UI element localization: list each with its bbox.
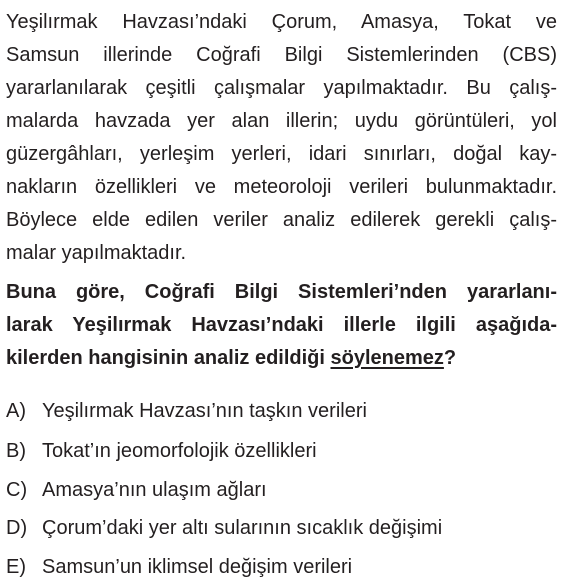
option-e[interactable]	[6, 555, 352, 579]
passage-line: nakların özellikleri ve meteoroloji verileri bulunmaktadır.	[6, 176, 557, 198]
passage-line: yararlanılarak çeşitli çalışmalar yapılmaktadır. Bu çalış-	[6, 77, 557, 99]
option-text: Amasya’nın ulaşım ağları	[42, 479, 267, 501]
negation-emphasis: söylenemez	[330, 347, 444, 369]
option-letter: C)	[6, 479, 28, 501]
option-c[interactable]	[6, 478, 267, 502]
option-letter: B)	[6, 440, 26, 462]
question-line: larak Yeşilırmak Havzası’ndaki illerle ilgili aşağıda-	[6, 314, 557, 336]
question-mark: ?	[443, 347, 457, 369]
passage-line: Yeşilırmak Havzası’ndaki Çorum, Amasya, Tokat ve	[6, 11, 557, 33]
option-b[interactable]	[6, 439, 317, 463]
option-letter: E)	[6, 556, 26, 578]
passage-line: güzergâhları, yerleşim yerleri, idari sınırları, doğal kay-	[6, 143, 557, 165]
question-line	[6, 346, 557, 370]
question-text: kilerden hangisinin analiz edildiği	[6, 347, 331, 369]
option-letter: D)	[6, 517, 28, 539]
passage-line: malarda havzada yer alan illerin; uydu görüntüleri, yol	[6, 110, 557, 132]
option-d[interactable]	[6, 516, 442, 540]
passage-line: Samsun illerinde Coğrafi Bilgi Sistemlerinden (CBS)	[6, 44, 557, 66]
passage-line: Böylece elde edilen veriler analiz edilerek gerekli çalış-	[6, 209, 557, 231]
question-line: Buna göre, Coğrafi Bilgi Sistemleri’nden yararlanı-	[6, 281, 557, 303]
option-text: Tokat’ın jeomorfolojik özellikleri	[42, 440, 317, 462]
option-text: Yeşilırmak Havzası’nın taşkın verileri	[42, 400, 367, 422]
option-text: Çorum’daki yer altı sularının sıcaklık değişimi	[42, 517, 443, 539]
passage-line: malar yapılmaktadır.	[6, 242, 187, 264]
option-a[interactable]	[6, 399, 367, 423]
option-letter: A)	[6, 400, 26, 422]
option-text: Samsun’un iklimsel değişim verileri	[42, 556, 353, 578]
